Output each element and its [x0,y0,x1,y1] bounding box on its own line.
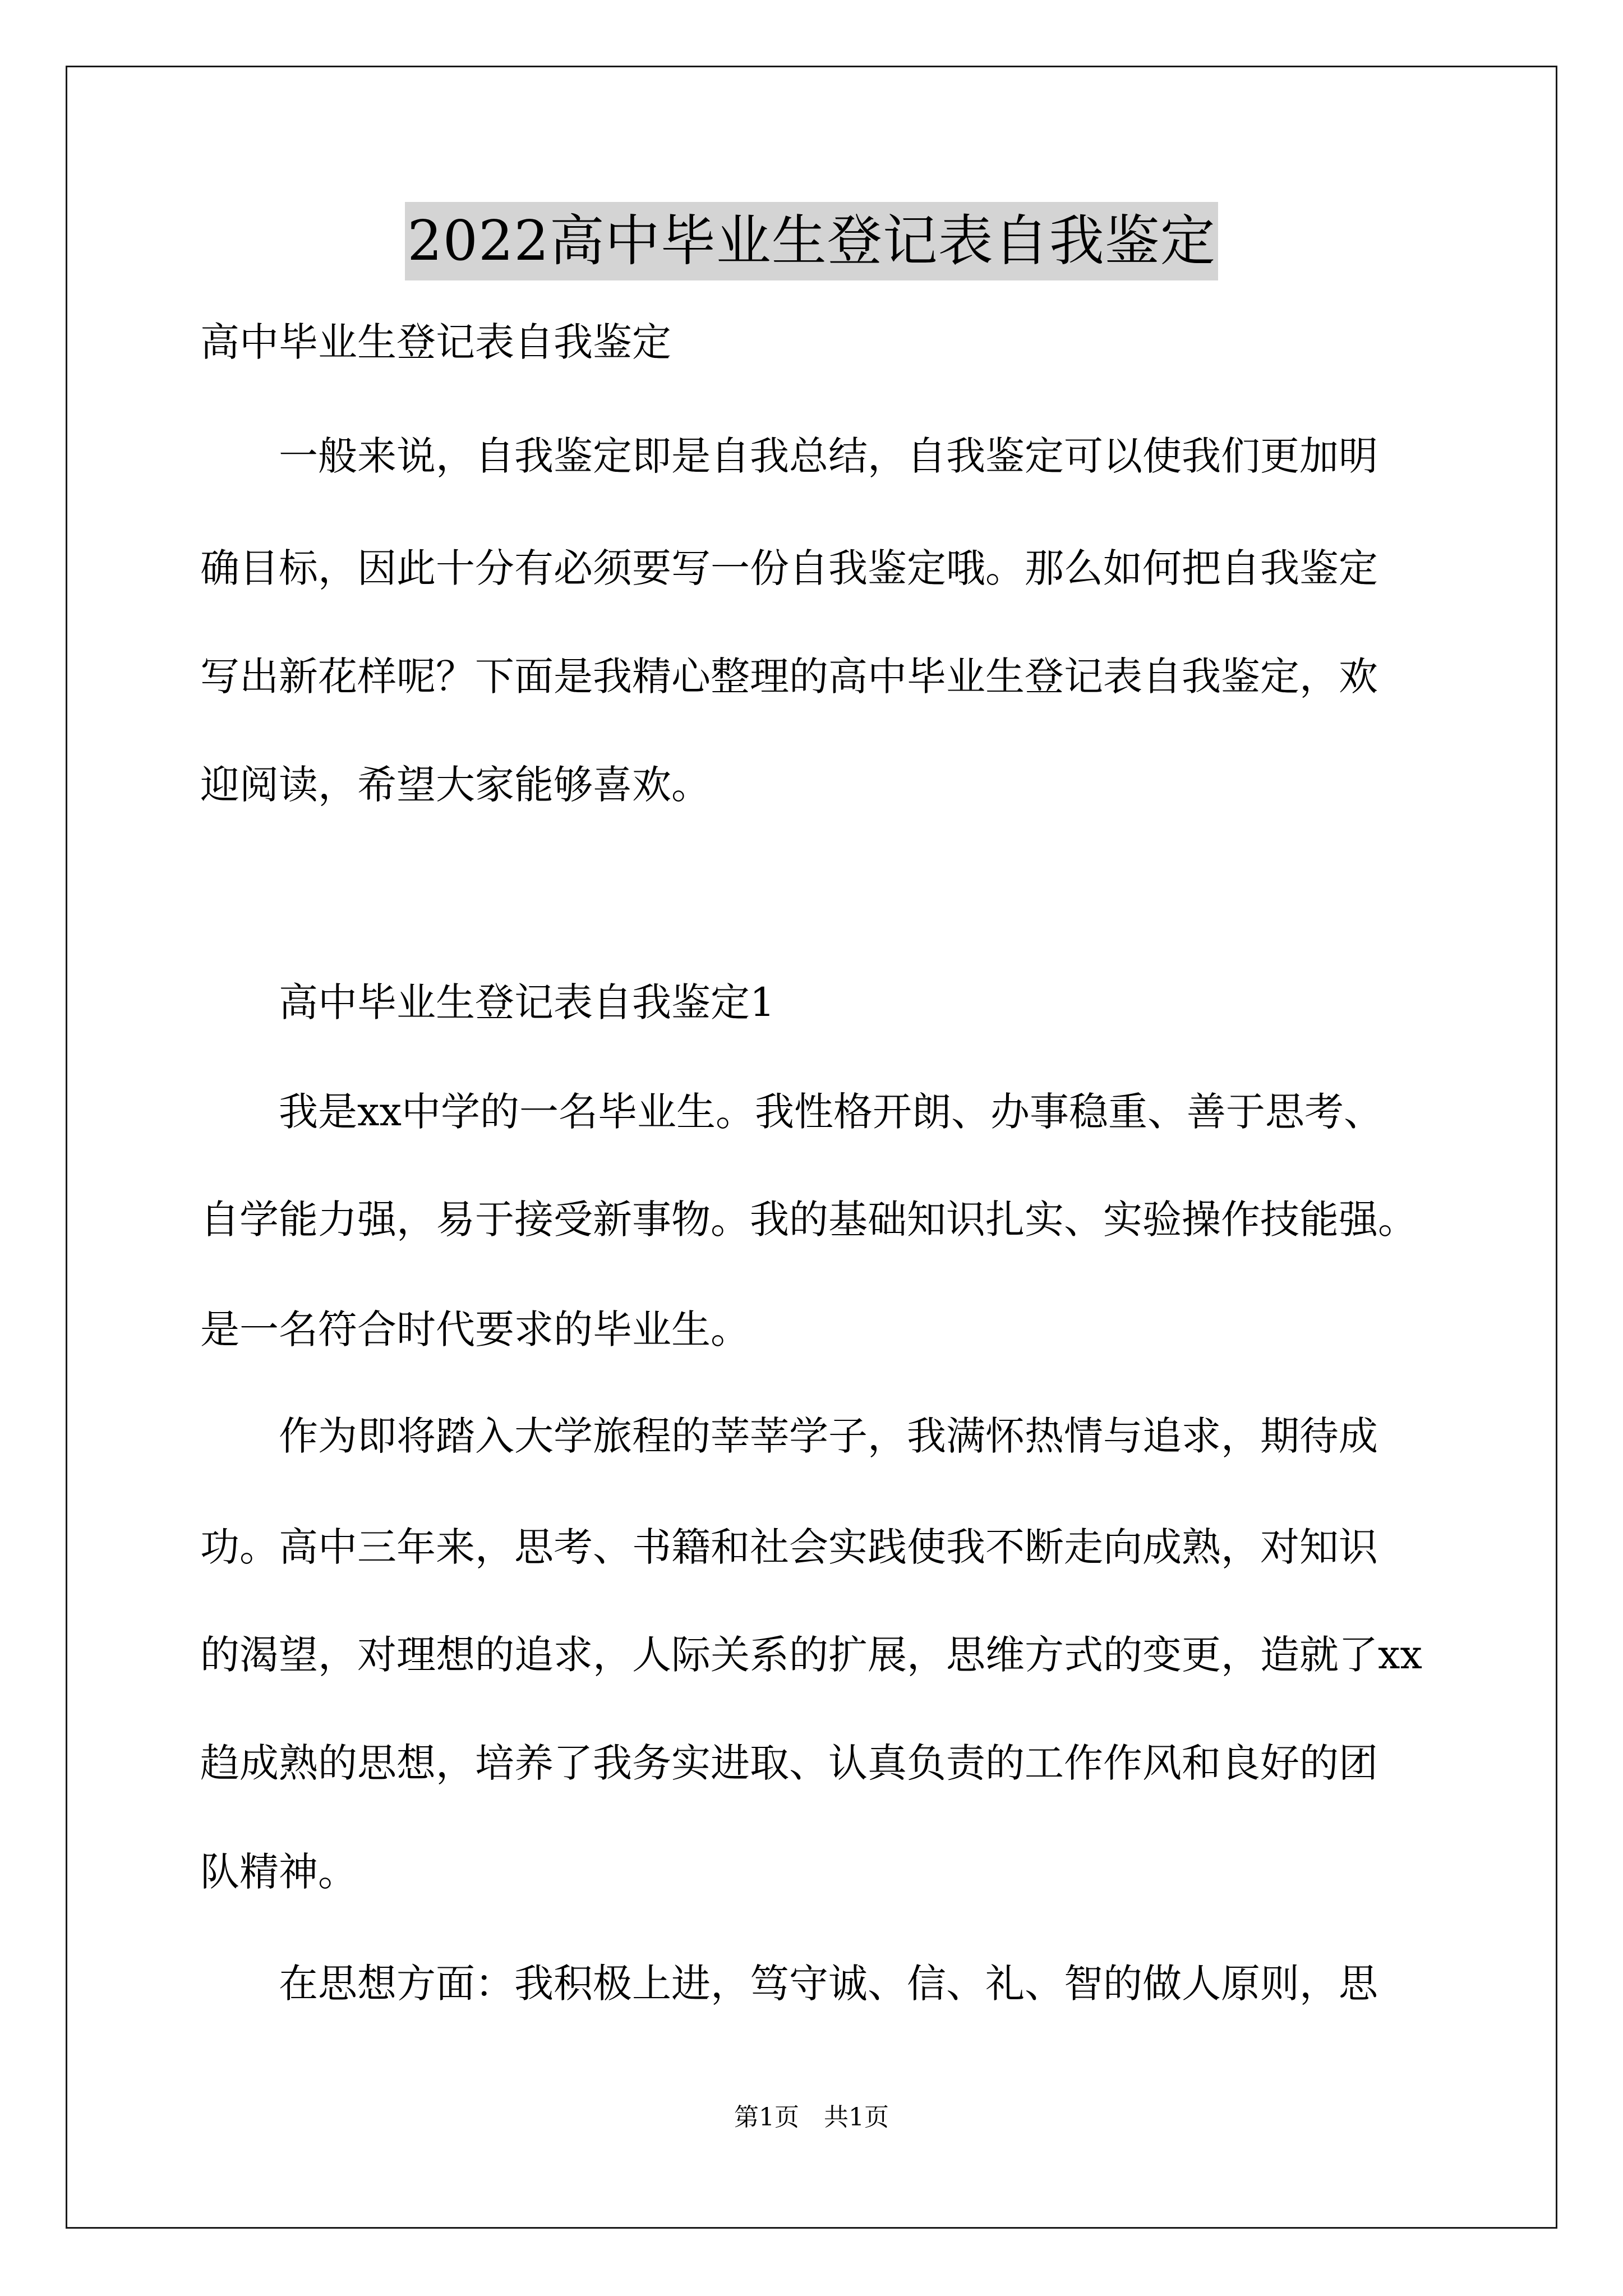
paragraph-line: 作为即将踏入大学旅程的莘莘学子，我满怀热情与追求，期待成 [200,1413,1378,1459]
paragraph-line: 一般来说，自我鉴定即是自我总结，自我鉴定可以使我们更加明 [200,433,1378,479]
page-footer: 第1页 共1页 [734,2103,889,2132]
paragraph-line: 功。高中三年来，思考、书籍和社会实践使我不断走向成熟，对知识 [200,1524,1378,1570]
paragraph-line: 是一名符合时代要求的毕业生。 [200,1306,750,1352]
paragraph-line: 确目标，因此十分有必须要写一份自我鉴定哦。那么如何把自我鉴定 [200,545,1378,591]
paragraph-line: 我是xx中学的一名毕业生。我性格开朗、办事稳重、善于思考、 [200,1089,1383,1135]
page-border [66,66,1557,2229]
document-title: 2022高中毕业生登记表自我鉴定 [405,202,1218,280]
paragraph-line: 队精神。 [200,1849,357,1895]
paragraph-line: 写出新花样呢？下面是我精心整理的高中毕业生登记表自我鉴定，欢 [200,654,1378,700]
paragraph-line: 的渴望，对理想的追求，人际关系的扩展，思维方式的变更，造就了xx [200,1632,1422,1678]
paragraph-line: 在思想方面：我积极上进，笃守诚、信、礼、智的做人原则，思 [200,1961,1378,2007]
section-heading: 高中毕业生登记表自我鉴定1 [200,979,775,1025]
paragraph-line: 迎阅读，希望大家能够喜欢。 [200,762,711,808]
title-container [0,202,1623,280]
subtitle-line: 高中毕业生登记表自我鉴定 [200,319,671,365]
paragraph-line: 自学能力强，易于接受新事物。我的基础知识扎实、实验操作技能强。 [200,1197,1417,1243]
paragraph-line: 趋成熟的思想，培养了我务实进取、认真负责的工作作风和良好的团 [200,1740,1378,1786]
